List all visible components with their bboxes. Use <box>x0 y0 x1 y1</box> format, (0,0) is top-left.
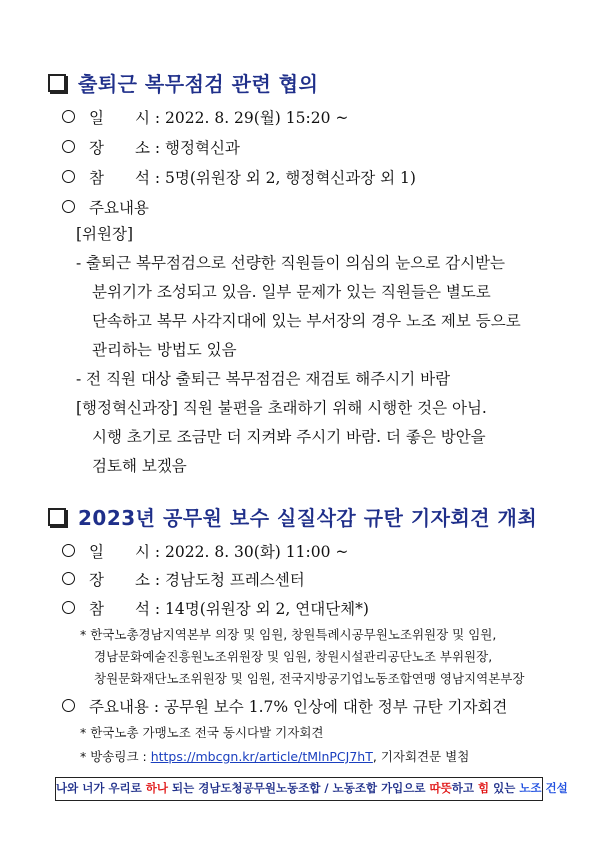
section1-date-row: 일 시 : 2022. 8. 29(월) 15:20 ~ <box>62 106 348 128</box>
paragraph-line: 검토해 보겠음 <box>92 457 187 475</box>
section1-place-row: 장 소 : 행정혁신과 <box>62 136 240 158</box>
paragraph-line: 관리하는 방법도 있음 <box>92 341 237 359</box>
broadcast-link-note: * 방송링크 : https://mbcgn.kr/article/tMlnPCJ7hT, 기자회견문 별첨 <box>80 749 470 764</box>
section2-content-row: 주요내용 : 공무원 보수 1.7% 인상에 대한 정부 규탄 기자회견 <box>62 695 507 717</box>
circle-bullet-icon <box>62 601 75 614</box>
paragraph-line: 시행 초기로 조금만 더 지켜봐 주시기 바람. 더 좋은 방안을 <box>92 428 486 446</box>
circle-bullet-icon <box>62 170 75 183</box>
section2-date-row: 일 시 : 2022. 8. 30(화) 11:00 ~ <box>62 540 348 562</box>
checkbox-square-icon <box>48 508 66 526</box>
circle-bullet-icon <box>62 110 75 123</box>
speaker-line: [행정혁신과장] 직원 불편을 초래하기 위해 시행한 것은 아님. <box>76 399 487 417</box>
note-line: * 한국노총경남지역본부 의장 및 임원, 창원특례시공무원노조위원장 및 임원, <box>80 627 497 642</box>
circle-bullet-icon <box>62 572 75 585</box>
checkbox-square-icon <box>48 74 66 92</box>
broadcast-link[interactable]: https://mbcgn.kr/article/tMlnPCJ7hT <box>150 749 373 764</box>
circle-bullet-icon <box>62 200 75 213</box>
section2-title: 2023년 공무원 보수 실질삭감 규탄 기자회견 개최 <box>48 502 537 531</box>
paragraph-line: 단속하고 복무 사각지대에 있는 부서장의 경우 노조 제보 등으로 <box>92 312 521 330</box>
section2-place-row: 장 소 : 경남도청 프레스센터 <box>62 568 305 590</box>
speaker-label: [위원장] <box>76 225 134 243</box>
slogan-banner: 나와 너가 우리로 하나 되는 경남도청공무원노동조합 / 노동조합 가입으로 따뜻하고 힘 있는 노조 건설 <box>55 777 543 801</box>
section1-content-row: 주요내용 <box>62 196 149 218</box>
circle-bullet-icon <box>62 699 75 712</box>
paragraph-line: - 전 직원 대상 출퇴근 복무점검은 재검토 해주시기 바람 <box>76 370 451 388</box>
section1-attendees-row: 참 석 : 5명(위원장 외 2, 행정혁신과장 외 1) <box>62 166 416 188</box>
note-line: * 한국노총 가맹노조 전국 동시다발 기자회견 <box>80 725 324 740</box>
note-line: 창원문화재단노조위원장 및 임원, 전국지방공기업노동조합연맹 영남지역본부장 <box>94 671 525 686</box>
note-line: 경남문화예술진흥원노조위원장 및 임원, 창원시설관리공단노조 부위원장, <box>94 649 493 664</box>
circle-bullet-icon <box>62 544 75 557</box>
section1-title: 출퇴근 복무점검 관련 협의 <box>48 68 318 97</box>
circle-bullet-icon <box>62 140 75 153</box>
section2-attendees-row: 참 석 : 14명(위원장 외 2, 연대단체*) <box>62 597 369 619</box>
paragraph-line: - 출퇴근 복무점검으로 선량한 직원들이 의심의 눈으로 감시받는 <box>76 254 506 272</box>
paragraph-line: 분위기가 조성되고 있음. 일부 문제가 있는 직원들은 별도로 <box>92 283 491 301</box>
